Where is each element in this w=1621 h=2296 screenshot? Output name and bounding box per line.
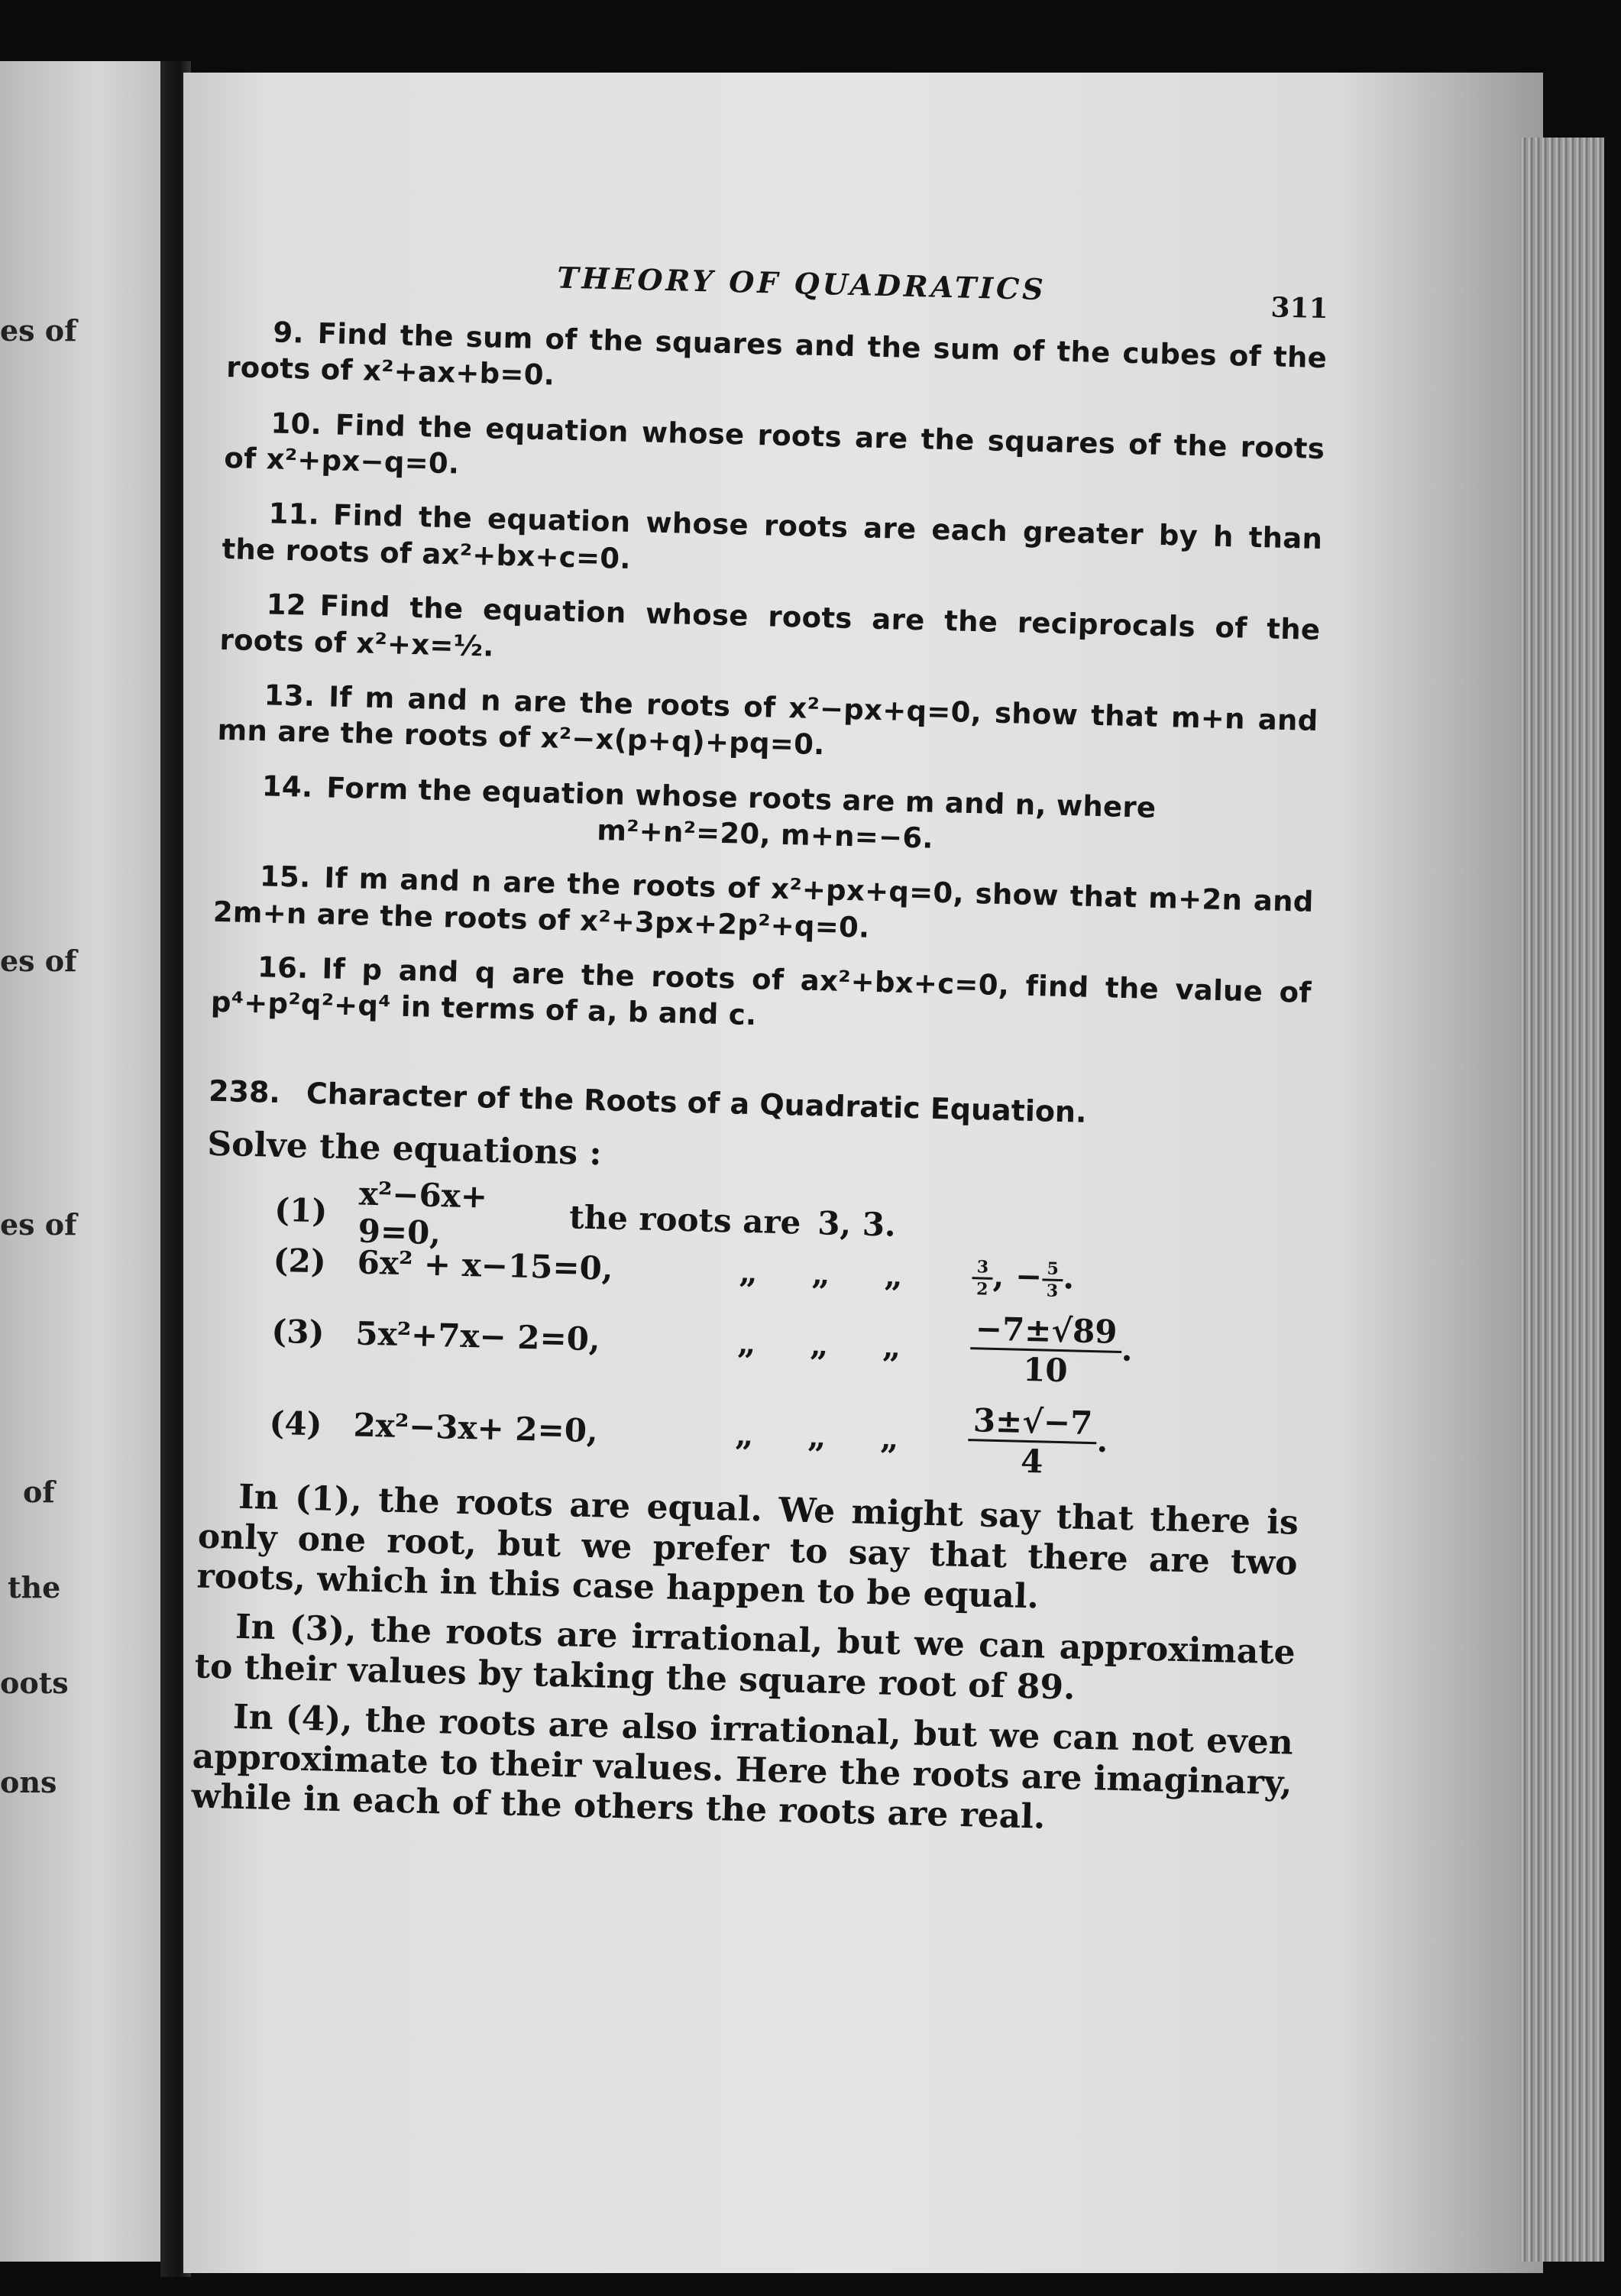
facing-page-word: the [8,1570,61,1605]
fraction-numerator: 3 [972,1257,993,1280]
ditto-mark: „ [736,1323,757,1362]
facing-page-word: es of [0,944,77,978]
ditto-mark: „ [883,1256,904,1295]
fraction-denominator: 10 [1022,1351,1069,1390]
exercise-number: 14. [261,769,313,804]
exercise-number: 11. [268,497,320,532]
exercise-text: Find the equation whose roots are each greater by h than the roots of ax²+bx+c=0. [221,498,1323,575]
root-separator: , − [992,1256,1043,1296]
exercise-number: 12 [266,588,307,622]
exercise-number: 16. [257,950,309,985]
equation-roots [967,1401,1108,1482]
paragraph: In (4), the roots are also irrational, but we can not even approximate to their values. Here the roots are imaginary, while in each of the others the roots are real. [190,1697,1294,1838]
ditto-mark: „ [810,1255,831,1293]
equation-roots [969,1310,1134,1391]
section-title: Character of the Roots of a Quadratic Equation. [306,1076,1088,1129]
solve-label: Solve the equations : [206,1124,603,1174]
fraction-numerator: −7±√89 [970,1310,1122,1353]
facing-page-word: oots [0,1666,69,1700]
root-fraction [969,1310,1122,1391]
root-end: . [1096,1421,1108,1460]
exercise-text: If p and q are the roots of ax²+bx+c=0, find the value of p⁴+p²q²+q⁴ in terms of a, b and c. [210,952,1312,1032]
exercise-text: Find the equation whose roots are the reciprocals of the roots of x²+x=½. [219,589,1321,663]
ditto-mark: „ [807,1417,827,1456]
equation: x²−6x+ 9=0, [358,1174,488,1252]
page-content [191,252,1329,1844]
equation-lead: the roots are [568,1198,801,1242]
exercise-text: If m and n are the roots of x²−px+q=0, show that m+n and mn are the roots of x²−x(p+q)+pq=0. [217,680,1318,762]
ditto-mark: „ [809,1326,830,1364]
ditto-mark: „ [738,1252,759,1291]
exercise-text: If m and n are the roots of x²+px+q=0, show that m+2n and 2m+n are the roots of x²+3px+2p²+q=0. [212,861,1315,944]
equation-roots [972,1256,1075,1301]
exercise-number: 9. [272,316,305,350]
equation-label: (1) [273,1191,328,1230]
equation: 6x² + x−15=0, [357,1243,614,1287]
equation-label: (3) [270,1313,325,1352]
facing-page-word: es of [0,313,77,348]
running-title: THEORY OF QUADRATICS [556,260,1047,307]
facing-page-word: ons [0,1765,57,1799]
root-fraction [967,1401,1098,1482]
paragraph: In (3), the roots are irrational, but we can approximate to their values by taking the square root of 89. [194,1607,1296,1708]
exercise-centered-equation: m²+n²=20, m+n=−6. [596,813,934,855]
exercise-12 [219,585,1321,685]
fraction-denominator: 4 [1020,1443,1044,1481]
exercise-13 [217,676,1318,776]
root-fraction [972,1257,994,1300]
exercise-14 [215,766,1316,866]
equation-label: (4) [268,1404,323,1443]
facing-page-word: of [23,1475,55,1509]
exercise-text: Form the equation whose roots are m and n, where [325,770,1157,824]
paragraph: In (1), the roots are equal. We might say that there is only one root, but we prefer to say that there are two roots, which in this case happen to be equal. [196,1477,1299,1617]
exercise-text: Find the sum of the squares and the sum of the cubes of the roots of x²+ax+b=0. [225,316,1328,392]
equation-label: (2) [273,1242,327,1281]
exercise-text: Find the equation whose roots are the squares of the roots of x²+px−q=0. [223,408,1325,481]
equation-roots: 3, 3. [817,1204,897,1244]
exercise-number: 10. [270,406,322,441]
exercise-11 [222,494,1323,594]
facing-page [0,61,160,2262]
exercise-16 [210,948,1312,1048]
root-end: . [1063,1258,1075,1297]
exercise-15 [212,857,1314,957]
page-edge-stack [1520,138,1604,2262]
fraction-denominator: 3 [1046,1281,1059,1301]
exercise-10 [224,404,1325,504]
fraction-denominator: 2 [976,1278,988,1300]
ditto-mark: „ [734,1415,755,1454]
root-end: . [1121,1330,1134,1369]
root-fraction [1042,1258,1064,1301]
equation: 2x²−3x+ 2=0, [352,1406,599,1450]
section-number: 238. [208,1074,281,1109]
exercise-number: 15. [259,860,312,895]
fraction-numerator: 3±√−7 [968,1401,1098,1444]
equation: 5x²+7x− 2=0, [354,1314,601,1358]
ditto-mark: „ [879,1419,900,1458]
exercise-number: 13. [264,678,315,713]
section-heading [209,1074,1309,1134]
fraction-numerator: 5 [1042,1258,1063,1281]
facing-page-word: es of [0,1207,77,1242]
ditto-mark: „ [882,1327,902,1366]
page-number: 311 [1270,291,1329,325]
